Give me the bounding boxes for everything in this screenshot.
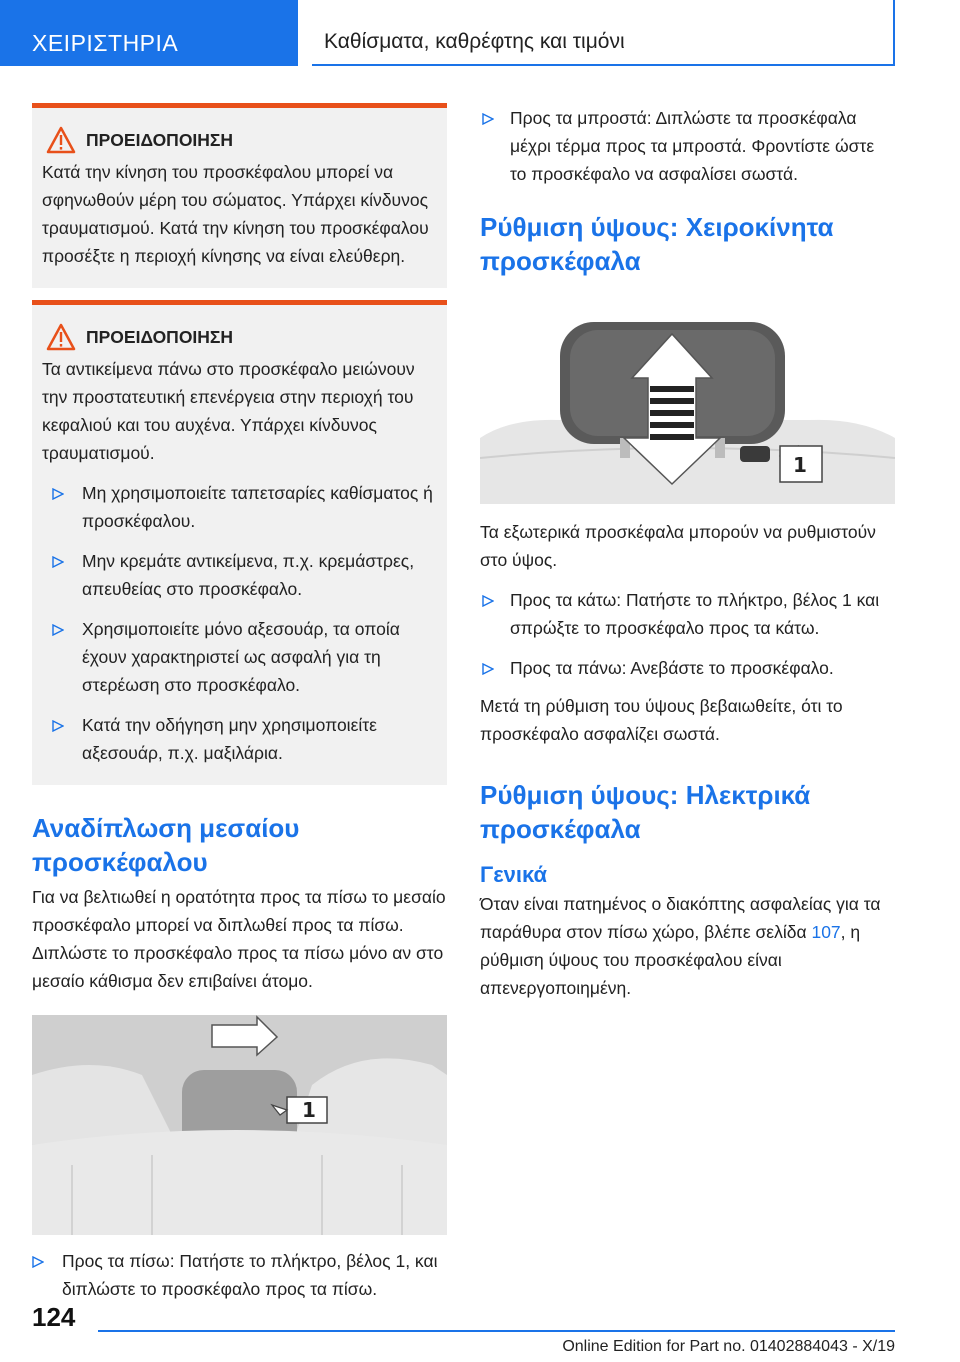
list-item: Μη χρησιμοποιείτε ταπετσαρίες καθίσματος ή προσκέφαλου. xyxy=(42,479,433,535)
list-item: Προς τα πάνω: Ανεβάστε το προσκέφαλο. xyxy=(480,654,895,682)
warning-text: Τα αντικείμενα πάνω στο προσκέφαλο μειώνουν την προστατευτική επενέργεια στην περιοχή του κεφαλιού και του αυχένα. Υπάρχει κίνδυνος τραυματισμού. xyxy=(42,359,415,463)
list-item: Κατά την οδήγηση μην χρησιμοποιείτε αξεσουάρ, π.χ. μαξιλάρια. xyxy=(42,711,433,767)
fold-paragraph: Για να βελτιωθεί η ορατότητα προς τα πίσω το μεσαίο προσκέφαλο μπορεί να διπλωθεί προς τα πίσω. Διπλώστε το προσκέφαλο προς τα πίσω μόνο αν στο μεσαίο κάθισμα δεν επιβαίνει άτομο. xyxy=(32,887,446,991)
list-item: Μην κρεμάτε αντικείμενα, π.χ. κρεμάστρες, απευθείας στο προσκέφαλο. xyxy=(42,547,433,603)
manual-after-paragraph: Μετά τη ρύθμιση του ύψους βεβαιωθείτε, ότι το προσκέφαλο ασφαλίζει σωστά. xyxy=(480,696,843,744)
subheading-general: Γενικά xyxy=(480,862,548,887)
warning-title: ΠΡΟΕΙΔΟΠΟΙΗΣΗ xyxy=(42,323,433,351)
warning-text: Κατά την κίνηση του προσκέφαλου μπορεί να σφηνωθούν μέρη του σώματος. Υπάρχει κίνδυνος τραυματισμού. Κατά την κίνηση του προσκέφαλου προσέξτε η περιοχή κίνησης να είναι ελεύθερη. xyxy=(42,162,429,266)
bullet-triangle-icon xyxy=(482,113,494,125)
bullet-triangle-icon xyxy=(482,663,494,675)
footer-edition: Online Edition for Part no. 01402884043 - X/19 xyxy=(562,1338,895,1355)
manual-paragraph: Τα εξωτερικά προσκέφαλα μπορούν να ρυθμιστούν στο ύψος. xyxy=(480,522,876,570)
callout-label: 1 xyxy=(793,453,807,477)
rear-seat-headrest-illustration xyxy=(32,1015,447,1235)
warning-box-1 xyxy=(32,103,447,288)
right-column xyxy=(480,100,895,1002)
bullet-triangle-icon xyxy=(52,720,64,732)
section-heading-fold: Αναδίπλωση μεσαίου προσκέφαλου xyxy=(32,813,300,877)
section-heading-electric: Ρύθμιση ύψους: Ηλεκτρικά προσκέφαλα xyxy=(480,780,811,844)
chapter-title: Καθίσματα, καθρέφτης και τιμόνι xyxy=(312,0,895,66)
left-column xyxy=(32,103,447,1303)
bullet-triangle-icon xyxy=(32,1256,44,1268)
list-item: Προς τα πίσω: Πατήστε το πλήκτρο, βέλος 1, και διπλώστε το προσκέφαλο προς τα πίσω. xyxy=(32,1247,447,1303)
warning-triangle-icon xyxy=(46,323,76,351)
list-item: Χρησιμοποιείτε μόνο αξεσουάρ, τα οποία έχουν χαρακτηριστεί ως ασφαλή για τη στερέωση στο προσκέφαλο. xyxy=(42,615,433,699)
warning-box-2 xyxy=(32,300,447,785)
bullet-triangle-icon xyxy=(482,595,494,607)
page-number: 124 xyxy=(32,1302,76,1332)
section-tab: ΧΕΙΡΙΣΤΗΡΙΑ xyxy=(0,0,298,66)
bullet-triangle-icon xyxy=(52,556,64,568)
warning-triangle-icon xyxy=(46,126,76,154)
callout-label: 1 xyxy=(302,1098,316,1122)
warning-title: ΠΡΟΕΙΔΟΠΟΙΗΣΗ xyxy=(42,126,433,154)
manual-headrest-illustration xyxy=(480,308,895,504)
list-item: Προς τα μπροστά: Διπλώστε τα προσκέφαλα μέχρι τέρμα προς τα μπροστά. Φροντίστε ώστε το προσκέφαλο να ασφαλίσει σωστά. xyxy=(480,104,895,188)
list-item: Προς τα κάτω: Πατήστε το πλήκτρο, βέλος 1 και σπρώξτε το προσκέφαλο προς τα κάτω. xyxy=(480,586,895,642)
page-reference-link[interactable]: 107 xyxy=(811,922,841,942)
footer-divider xyxy=(98,1330,895,1332)
bullet-triangle-icon xyxy=(52,488,64,500)
bullet-triangle-icon xyxy=(52,624,64,636)
section-heading-manual: Ρύθμιση ύψους: Χειροκίνητα προσκέφαλα xyxy=(480,212,834,276)
electric-paragraph: Όταν είναι πατημένος ο διακόπτης ασφαλείας για τα παράθυρα στον πίσω χώρο, βλέπε σελίδα 107, η ρύθμιση ύψους του προσκέφαλου είναι απενεργοποιημένη. xyxy=(480,894,881,998)
